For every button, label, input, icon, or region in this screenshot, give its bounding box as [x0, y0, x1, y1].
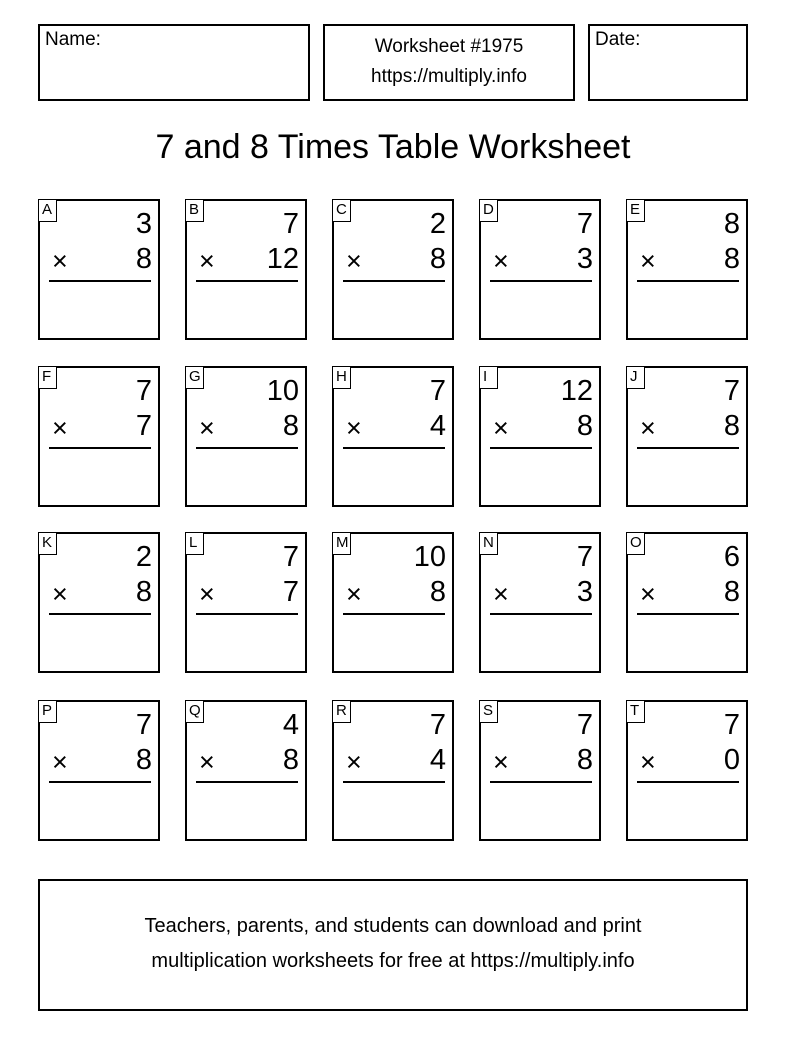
- problem-letter: R: [332, 700, 351, 723]
- problem-letter: T: [626, 700, 645, 723]
- problem-letter: O: [626, 532, 645, 555]
- problem-card[interactable]: [626, 532, 748, 673]
- multiply-sign: ×: [640, 246, 656, 276]
- problem-bottom-number: 4: [429, 410, 446, 442]
- problem-card[interactable]: [332, 366, 454, 507]
- problem-letter: G: [185, 366, 204, 389]
- problem-letter: H: [332, 366, 351, 389]
- name-label: Name:: [45, 29, 101, 50]
- problem-bottom-number: 8: [576, 410, 593, 442]
- problem-top-number: 7: [135, 709, 152, 741]
- problem-letter: D: [479, 199, 498, 222]
- answer-line: [490, 613, 592, 615]
- problem-bottom-number: 8: [135, 744, 152, 776]
- problem-bottom-number: 8: [723, 243, 740, 275]
- answer-line: [343, 613, 445, 615]
- problem-bottom-number: 8: [429, 243, 446, 275]
- multiply-sign: ×: [346, 579, 362, 609]
- problem-card[interactable]: [332, 199, 454, 340]
- problem-top-number: 3: [135, 208, 152, 240]
- answer-line: [49, 447, 151, 449]
- problem-bottom-number: 8: [723, 410, 740, 442]
- problem-card[interactable]: [626, 366, 748, 507]
- problem-letter: E: [626, 199, 645, 222]
- problem-bottom-number: 8: [282, 410, 299, 442]
- worksheet-url: https://multiply.info: [371, 66, 527, 87]
- problem-top-number: 10: [266, 375, 299, 407]
- problem-top-number: 7: [429, 375, 446, 407]
- answer-line: [196, 613, 298, 615]
- problem-card[interactable]: [38, 366, 160, 507]
- multiply-sign: ×: [52, 413, 68, 443]
- footer-line-1: Teachers, parents, and students can download and print: [144, 915, 642, 937]
- multiply-sign: ×: [199, 413, 215, 443]
- answer-line: [343, 447, 445, 449]
- problem-letter: Q: [185, 700, 204, 723]
- problem-bottom-number: 7: [282, 576, 299, 608]
- problem-letter: N: [479, 532, 498, 555]
- worksheet-info-box: [323, 24, 575, 101]
- problem-bottom-number: 3: [576, 576, 593, 608]
- problem-bottom-number: 8: [723, 576, 740, 608]
- problem-top-number: 12: [560, 375, 593, 407]
- problem-top-number: 7: [723, 709, 740, 741]
- answer-line: [490, 447, 592, 449]
- problem-bottom-number: 8: [429, 576, 446, 608]
- name-field-box[interactable]: [38, 24, 310, 101]
- problem-top-number: 4: [282, 709, 299, 741]
- problem-bottom-number: 0: [723, 744, 740, 776]
- answer-line: [49, 781, 151, 783]
- problem-top-number: 7: [282, 208, 299, 240]
- problem-bottom-number: 8: [135, 243, 152, 275]
- multiply-sign: ×: [346, 413, 362, 443]
- answer-line: [490, 781, 592, 783]
- multiply-sign: ×: [493, 579, 509, 609]
- problem-letter: M: [332, 532, 351, 555]
- problem-card[interactable]: [479, 532, 601, 673]
- problem-card[interactable]: [626, 700, 748, 841]
- problem-top-number: 7: [135, 375, 152, 407]
- page-title: 7 and 8 Times Table Worksheet: [155, 128, 631, 166]
- problem-letter: S: [479, 700, 498, 723]
- multiply-sign: ×: [493, 413, 509, 443]
- multiply-sign: ×: [493, 747, 509, 777]
- problem-bottom-number: 8: [576, 744, 593, 776]
- problem-top-number: 2: [135, 541, 152, 573]
- multiply-sign: ×: [199, 579, 215, 609]
- problem-card[interactable]: [185, 700, 307, 841]
- problem-top-number: 7: [282, 541, 299, 573]
- multiply-sign: ×: [52, 747, 68, 777]
- multiply-sign: ×: [640, 747, 656, 777]
- problem-top-number: 7: [723, 375, 740, 407]
- problem-letter: K: [38, 532, 57, 555]
- answer-line: [49, 613, 151, 615]
- problem-top-number: 7: [429, 709, 446, 741]
- problem-top-number: 2: [429, 208, 446, 240]
- multiply-sign: ×: [346, 246, 362, 276]
- multiply-sign: ×: [199, 747, 215, 777]
- answer-line: [196, 781, 298, 783]
- problem-top-number: 7: [576, 709, 593, 741]
- problem-card[interactable]: [479, 199, 601, 340]
- problem-card[interactable]: [479, 366, 601, 507]
- problem-bottom-number: 7: [135, 410, 152, 442]
- answer-line: [637, 613, 739, 615]
- multiply-sign: ×: [640, 579, 656, 609]
- problem-letter: P: [38, 700, 57, 723]
- problem-top-number: 6: [723, 541, 740, 573]
- problem-bottom-number: 12: [266, 243, 299, 275]
- date-label: Date:: [595, 29, 641, 50]
- answer-line: [637, 447, 739, 449]
- date-field-box[interactable]: [588, 24, 748, 101]
- problem-bottom-number: 8: [135, 576, 152, 608]
- problem-letter: C: [332, 199, 351, 222]
- problem-card[interactable]: [185, 366, 307, 507]
- problem-card[interactable]: [479, 700, 601, 841]
- worksheet-number: Worksheet #1975: [374, 36, 524, 57]
- footer-note-box: [38, 879, 748, 1011]
- multiply-sign: ×: [52, 579, 68, 609]
- footer-line-2: multiplication worksheets for free at https://multiply.info: [151, 950, 635, 972]
- problem-card[interactable]: [332, 700, 454, 841]
- answer-line: [196, 280, 298, 282]
- problem-top-number: 7: [576, 541, 593, 573]
- problem-card[interactable]: [38, 532, 160, 673]
- multiply-sign: ×: [346, 747, 362, 777]
- answer-line: [637, 280, 739, 282]
- answer-line: [637, 781, 739, 783]
- answer-line: [49, 280, 151, 282]
- problem-bottom-number: 4: [429, 744, 446, 776]
- problem-card[interactable]: [332, 532, 454, 673]
- problem-top-number: 7: [576, 208, 593, 240]
- problem-top-number: 10: [413, 541, 446, 573]
- problem-letter: I: [479, 366, 498, 389]
- problem-card[interactable]: [185, 199, 307, 340]
- answer-line: [343, 781, 445, 783]
- problem-card[interactable]: [38, 700, 160, 841]
- problem-letter: F: [38, 366, 57, 389]
- problem-card[interactable]: [38, 199, 160, 340]
- problem-letter: L: [185, 532, 204, 555]
- problem-letter: J: [626, 366, 645, 389]
- answer-line: [196, 447, 298, 449]
- multiply-sign: ×: [640, 413, 656, 443]
- multiply-sign: ×: [52, 246, 68, 276]
- problem-letter: B: [185, 199, 204, 222]
- answer-line: [490, 280, 592, 282]
- problem-card[interactable]: [185, 532, 307, 673]
- multiply-sign: ×: [199, 246, 215, 276]
- problem-letter: A: [38, 199, 57, 222]
- problem-card[interactable]: [626, 199, 748, 340]
- problem-bottom-number: 8: [282, 744, 299, 776]
- multiply-sign: ×: [493, 246, 509, 276]
- answer-line: [343, 280, 445, 282]
- problem-bottom-number: 3: [576, 243, 593, 275]
- problem-top-number: 8: [723, 208, 740, 240]
